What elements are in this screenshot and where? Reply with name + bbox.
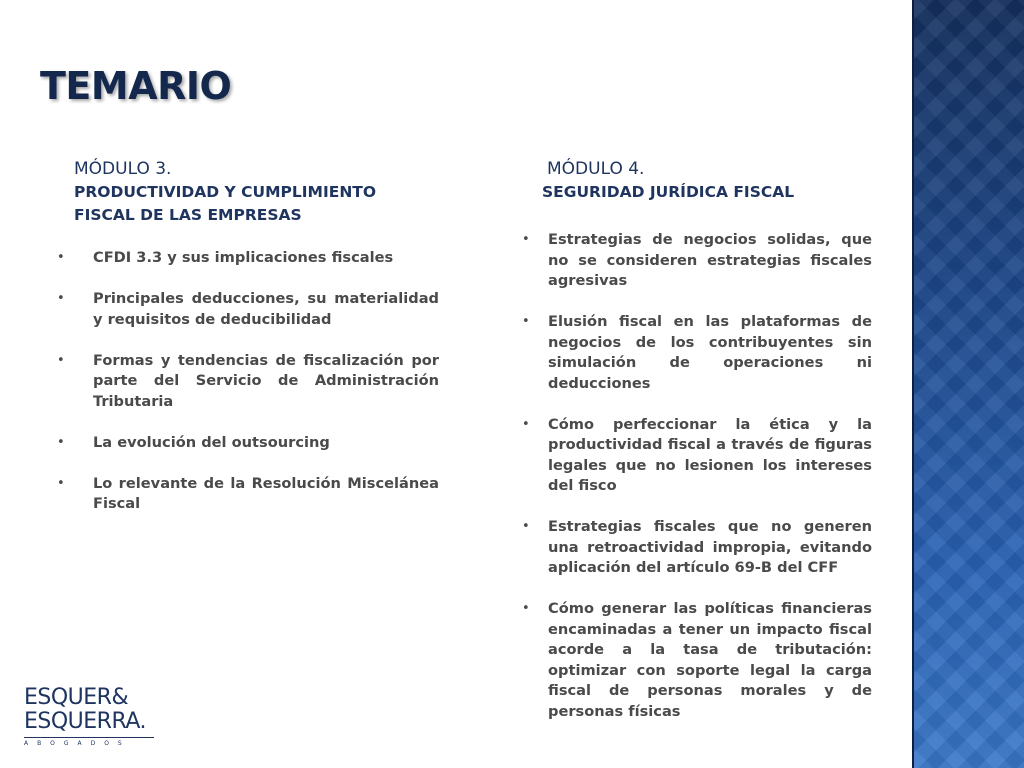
bullet-icon: • <box>522 601 530 616</box>
module-3-name-line1: PRODUCTIVIDAD Y CUMPLIMIENTO <box>74 183 377 201</box>
bullet-icon: • <box>57 250 65 265</box>
module-3-heading <box>74 158 376 227</box>
logo-divider <box>24 737 154 738</box>
slide-title: TEMARIO <box>40 64 232 108</box>
list-item: • Lo relevante de la Resolución Miscelánea Fiscal <box>57 474 439 512</box>
logo-subtitle: ABOGADOS <box>24 740 131 747</box>
list-item: • La evolución del outsourcing <box>93 433 439 454</box>
list-item: • Estrategias de negocios solidas, que no se consideren estrategias fiscales agresivas <box>522 231 872 289</box>
firm-logo <box>22 684 172 754</box>
module-4-name: SEGURIDAD JURÍDICA FISCAL <box>542 183 795 201</box>
module-4-topic-list <box>522 230 872 743</box>
list-item: • Elusión fiscal en las plataformas de negocios de los contribuyentes sin simulación de operaciones ni deducciones <box>522 313 872 392</box>
bullet-icon: • <box>522 416 530 432</box>
module-4-heading <box>542 158 794 204</box>
bullet-icon: • <box>57 291 65 306</box>
decorative-side-band <box>912 0 1024 768</box>
list-item: • Formas y tendencias de fiscalización por parte del Servicio de Administración Tributaria <box>57 351 439 410</box>
bullet-icon: • <box>522 519 530 534</box>
list-item: • Cómo generar las políticas financieras encaminadas a tener un impacto fiscal acorde a la tasa de tributación: optimizar con soporte legal la carga fiscal de personas morales y de personas físicas <box>522 600 872 720</box>
list-item: • Principales deducciones, su materialidad y requisitos de deducibilidad <box>57 290 439 328</box>
bullet-icon: • <box>57 434 65 450</box>
logo-line2: ESQUERRA. <box>24 709 147 734</box>
list-item: • Cómo perfeccionar la ética y la productividad fiscal a través de figuras legales que no lesionen los intereses del fisco <box>522 415 872 494</box>
module-4-number: MÓDULO 4. <box>547 159 645 179</box>
logo-line1: ESQUER& <box>24 685 129 710</box>
list-item: • CFDI 3.3 y sus implicaciones fiscales <box>93 248 439 269</box>
module-3-number: MÓDULO 3. <box>74 159 172 179</box>
list-item: • Estrategias fiscales que no generen una retroactividad impropia, evitando aplicación del artículo 69-B del CFF <box>522 518 872 576</box>
bullet-icon: • <box>522 232 530 247</box>
bullet-icon: • <box>522 314 530 329</box>
module-3-name-line2: FISCAL DE LAS EMPRESAS <box>74 206 302 224</box>
bullet-icon: • <box>57 352 65 368</box>
bullet-icon: • <box>57 475 65 491</box>
module-3-topic-list <box>57 248 439 535</box>
